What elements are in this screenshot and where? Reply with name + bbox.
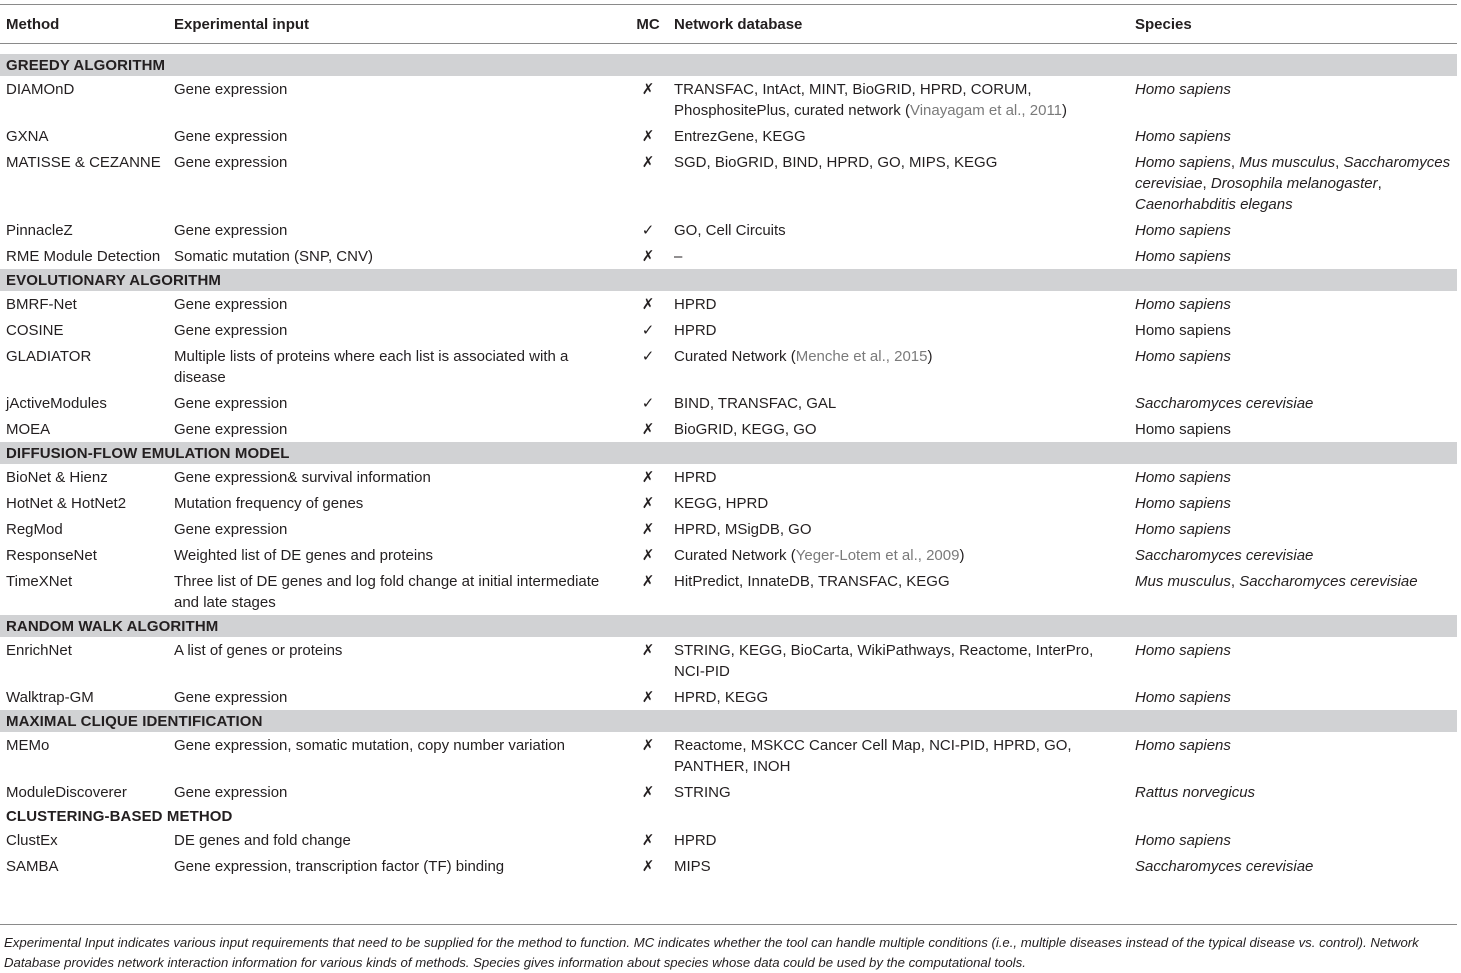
network-cell	[668, 217, 1129, 243]
section-title: DIFFUSION-FLOW EMULATION MODEL	[0, 442, 1457, 464]
species-name: Saccharomyces cerevisiae	[1135, 547, 1314, 564]
network-cell	[668, 416, 1129, 442]
species-name: Rattus norvegicus	[1135, 784, 1256, 801]
network-cell	[668, 123, 1129, 149]
species-name: Drosophila melanogaster	[1210, 175, 1378, 192]
method-cell: BioNet & Hienz	[6, 469, 108, 486]
species-cell	[1129, 568, 1457, 615]
species-cell	[1129, 684, 1457, 710]
table-row	[0, 416, 1457, 442]
network-text: KEGG, HPRD	[674, 495, 769, 512]
method-cell: PinnacleZ	[6, 222, 73, 239]
method-cell: GLADIATOR	[6, 348, 92, 365]
network-text: Reactome, MSKCC Cancer Cell Map, NCI-PID, HPRD, GO, PANTHER, INOH	[674, 737, 1072, 775]
method-cell: RME Module Detection	[6, 248, 161, 265]
species-name: Saccharomyces cerevisiae	[1135, 858, 1314, 875]
method-cell: MEMo	[6, 737, 50, 754]
input-cell: Gene expression, transcription factor (TF) binding	[174, 858, 505, 875]
species-name: Homo sapiens	[1135, 642, 1231, 659]
input-cell: Somatic mutation (SNP, CNV)	[174, 248, 373, 265]
network-text: SGD, BioGRID, BIND, HPRD, GO, MIPS, KEGG	[674, 154, 998, 171]
check-icon: ✓	[641, 395, 655, 412]
species-cell	[1129, 490, 1457, 516]
input-cell: Three list of DE genes and log fold change at initial intermediate and late stages	[174, 573, 600, 611]
species-cell	[1129, 464, 1457, 490]
species-cell	[1129, 149, 1457, 217]
method-cell: TimeXNet	[6, 573, 73, 590]
network-text: HPRD	[674, 469, 717, 486]
species-cell	[1129, 779, 1457, 805]
species-name: Saccharomyces cerevisiae	[1135, 154, 1451, 192]
network-cell	[668, 637, 1129, 684]
header-row	[0, 5, 1457, 44]
species-separator: ,	[1230, 154, 1240, 171]
species-cell	[1129, 853, 1457, 879]
network-text: –	[674, 248, 683, 265]
input-cell: DE genes and fold change	[174, 832, 351, 849]
input-cell: Gene expression	[174, 154, 288, 171]
table-row	[0, 827, 1457, 853]
table-body	[0, 44, 1457, 880]
header-network: Network database	[668, 5, 1129, 44]
network-cell: Curated Network (Menche et al., 2015)	[674, 348, 933, 365]
species-name: Homo sapiens	[1135, 128, 1231, 145]
species-name: Homo sapiens	[1135, 348, 1231, 365]
network-text: MIPS	[674, 858, 711, 875]
table-row	[0, 516, 1457, 542]
citation-link[interactable]: Yeger-Lotem et al., 2009	[795, 547, 960, 564]
species-cell	[1129, 291, 1457, 317]
network-text: GO, Cell Circuits	[674, 222, 786, 239]
network-cell: TRANSFAC, IntAct, MINT, BioGRID, HPRD, CORUM, PhosphositePlus, curated network (Vinayagam et al., 2011)	[674, 81, 1068, 119]
species-name: Homo sapiens	[1135, 495, 1231, 512]
method-cell: BMRF-Net	[6, 296, 77, 313]
table-row	[0, 76, 1457, 123]
network-cell	[668, 779, 1129, 805]
table-row	[0, 243, 1457, 269]
input-cell: Gene expression	[174, 128, 288, 145]
network-text: HPRD, KEGG	[674, 689, 769, 706]
network-cell	[668, 853, 1129, 879]
network-text: HPRD	[674, 296, 717, 313]
method-cell: MATISSE & CEZANNE	[6, 154, 161, 171]
species-cell	[1129, 343, 1457, 390]
method-cell: Walktrap-GM	[6, 689, 94, 706]
citation-link[interactable]: Menche et al., 2015	[795, 348, 928, 365]
table-row	[0, 317, 1457, 343]
method-cell: DIAMOnD	[6, 81, 75, 98]
species-cell	[1129, 317, 1457, 343]
table-footnote: Experimental Input indicates various input requirements that need to be supplied for the method to function. MC indicates whether the tool can handle multiple conditions (i.e., multiple diseases instead of the typical disease vs. control). Network Database provides network interaction information for various kinds of methods. Species gives information about species whose data could be used by the computational tools.	[4, 935, 1419, 970]
section-header-row	[0, 615, 1457, 637]
species-name: Homo sapiens	[1135, 248, 1231, 265]
cross-icon: ✗	[641, 296, 655, 313]
species-separator: ,	[1230, 573, 1240, 590]
section-header-row	[0, 269, 1457, 291]
cross-icon: ✗	[641, 128, 655, 145]
species-name: Saccharomyces cerevisiae	[1239, 573, 1418, 590]
method-cell: MOEA	[6, 421, 51, 438]
table-row	[0, 779, 1457, 805]
cross-icon: ✗	[641, 248, 655, 265]
species-cell	[1129, 390, 1457, 416]
header-method: Method	[0, 5, 168, 44]
header-species: Species	[1129, 5, 1457, 44]
species-cell	[1129, 732, 1457, 779]
table-row	[0, 343, 1457, 390]
check-icon: ✓	[641, 348, 655, 365]
species-cell	[1129, 542, 1457, 568]
cross-icon: ✗	[641, 573, 655, 590]
method-cell: EnrichNet	[6, 642, 72, 659]
species-separator: ,	[1202, 175, 1211, 192]
table-row	[0, 568, 1457, 615]
input-cell: Mutation frequency of genes	[174, 495, 364, 512]
network-text: TRANSFAC, IntAct, MINT, BioGRID, HPRD, CORUM, PhosphositePlus, curated network	[674, 81, 1032, 119]
cross-icon: ✗	[641, 521, 655, 538]
species-separator: ,	[1335, 154, 1344, 171]
method-cell: jActiveModules	[6, 395, 107, 412]
input-cell: Gene expression	[174, 222, 288, 239]
input-cell: Multiple lists of proteins where each list is associated with a disease	[174, 348, 569, 386]
species-name: Homo sapiens	[1135, 521, 1231, 538]
network-cell	[668, 732, 1129, 779]
input-cell: Gene expression	[174, 395, 288, 412]
header-spacer	[0, 44, 1457, 55]
species-name: Homo sapiens	[1135, 737, 1231, 754]
input-cell: Gene expression	[174, 81, 288, 98]
network-text: HPRD, MSigDB, GO	[674, 521, 812, 538]
species-cell	[1129, 123, 1457, 149]
table-row	[0, 217, 1457, 243]
method-cell: ResponseNet	[6, 547, 97, 564]
table-row	[0, 390, 1457, 416]
species-name: Homo sapiens	[1135, 832, 1231, 849]
species-name: Homo sapiens	[1135, 296, 1231, 313]
table-header	[0, 5, 1457, 44]
species-cell	[1129, 516, 1457, 542]
species-cell	[1129, 217, 1457, 243]
cross-icon: ✗	[641, 784, 655, 801]
cross-icon: ✗	[641, 642, 655, 659]
cross-icon: ✗	[641, 832, 655, 849]
input-cell: Weighted list of DE genes and proteins	[174, 547, 434, 564]
section-header-row	[0, 805, 1457, 827]
network-text: Curated Network	[674, 547, 787, 564]
section-header-row	[0, 54, 1457, 76]
network-text: HitPredict, InnateDB, TRANSFAC, KEGG	[674, 573, 950, 590]
method-cell: HotNet & HotNet2	[6, 495, 127, 512]
species-cell	[1129, 76, 1457, 123]
input-cell: Gene expression, somatic mutation, copy number variation	[174, 737, 566, 754]
species-cell	[1129, 416, 1457, 442]
network-text: EntrezGene, KEGG	[674, 128, 806, 145]
method-cell: COSINE	[6, 322, 64, 339]
section-title: RANDOM WALK ALGORITHM	[0, 615, 1457, 637]
cross-icon: ✗	[641, 81, 655, 98]
input-cell: Gene expression	[174, 421, 288, 438]
species-cell	[1129, 827, 1457, 853]
network-text: BIND, TRANSFAC, GAL	[674, 395, 837, 412]
network-cell	[668, 490, 1129, 516]
species-name: Saccharomyces cerevisiae	[1135, 395, 1314, 412]
method-cell: RegMod	[6, 521, 63, 538]
network-text: Curated Network	[674, 348, 787, 365]
species-name: Homo sapiens	[1135, 154, 1231, 171]
network-cell	[668, 243, 1129, 269]
section-title: MAXIMAL CLIQUE IDENTIFICATION	[0, 710, 1457, 732]
species-name: Mus musculus	[1239, 154, 1336, 171]
species-cell	[1129, 637, 1457, 684]
citation-link[interactable]: Vinayagam et al., 2011	[909, 102, 1063, 119]
network-text: HPRD	[674, 322, 717, 339]
network-text: HPRD	[674, 832, 717, 849]
input-cell: Gene expression	[174, 521, 288, 538]
network-cell: Curated Network (Yeger-Lotem et al., 2009)	[674, 547, 965, 564]
network-cell	[668, 568, 1129, 615]
cross-icon: ✗	[641, 689, 655, 706]
table-row	[0, 684, 1457, 710]
network-cell	[668, 149, 1129, 217]
header-input: Experimental input	[168, 5, 628, 44]
methods-table	[0, 4, 1457, 879]
method-cell: SAMBA	[6, 858, 59, 875]
network-text: STRING, KEGG, BioCarta, WikiPathways, Reactome, InterPro, NCI-PID	[674, 642, 1094, 680]
table-row	[0, 291, 1457, 317]
table-row	[0, 490, 1457, 516]
species-name: Homo sapiens	[1135, 689, 1231, 706]
species-separator: Homo sapiens	[1135, 322, 1231, 339]
input-cell: Gene expression& survival information	[174, 469, 431, 486]
cross-icon: ✗	[641, 469, 655, 486]
table-row	[0, 464, 1457, 490]
network-cell	[668, 317, 1129, 343]
network-cell	[668, 684, 1129, 710]
species-name: Caenorhabditis elegans	[1135, 196, 1293, 213]
table-row	[0, 853, 1457, 879]
cross-icon: ✗	[641, 737, 655, 754]
species-separator: ,	[1377, 175, 1382, 192]
method-cell: ModuleDiscoverer	[6, 784, 127, 801]
table-row	[0, 542, 1457, 568]
table-row	[0, 123, 1457, 149]
section-header-row	[0, 442, 1457, 464]
species-separator: Homo sapiens	[1135, 421, 1231, 438]
section-title: GREEDY ALGORITHM	[0, 54, 1457, 76]
input-cell: Gene expression	[174, 322, 288, 339]
method-cell: ClustEx	[6, 832, 58, 849]
table-row	[0, 637, 1457, 684]
input-cell: Gene expression	[174, 296, 288, 313]
table-row	[0, 732, 1457, 779]
network-cell	[668, 390, 1129, 416]
network-cell	[668, 464, 1129, 490]
cross-icon: ✗	[641, 421, 655, 438]
cross-icon: ✗	[641, 154, 655, 171]
network-text: STRING	[674, 784, 731, 801]
species-name: Homo sapiens	[1135, 222, 1231, 239]
network-cell	[668, 827, 1129, 853]
network-text: BioGRID, KEGG, GO	[674, 421, 817, 438]
cross-icon: ✗	[641, 495, 655, 512]
section-title: CLUSTERING-BASED METHOD	[0, 805, 1457, 827]
check-icon: ✓	[641, 322, 655, 339]
header-mc: MC	[628, 5, 668, 44]
species-name: Mus musculus	[1135, 573, 1231, 590]
input-cell: Gene expression	[174, 689, 288, 706]
species-name: Homo sapiens	[1135, 81, 1231, 98]
input-cell: A list of genes or proteins	[174, 642, 343, 659]
check-icon: ✓	[641, 222, 655, 239]
species-cell	[1129, 243, 1457, 269]
table-row	[0, 149, 1457, 217]
cross-icon: ✗	[641, 547, 655, 564]
section-title: EVOLUTIONARY ALGORITHM	[0, 269, 1457, 291]
cross-icon: ✗	[641, 858, 655, 875]
input-cell: Gene expression	[174, 784, 288, 801]
method-cell: GXNA	[6, 128, 49, 145]
network-cell	[668, 516, 1129, 542]
species-name: Homo sapiens	[1135, 469, 1231, 486]
section-header-row	[0, 710, 1457, 732]
network-cell	[668, 291, 1129, 317]
table-bottom-rule	[0, 924, 1457, 925]
